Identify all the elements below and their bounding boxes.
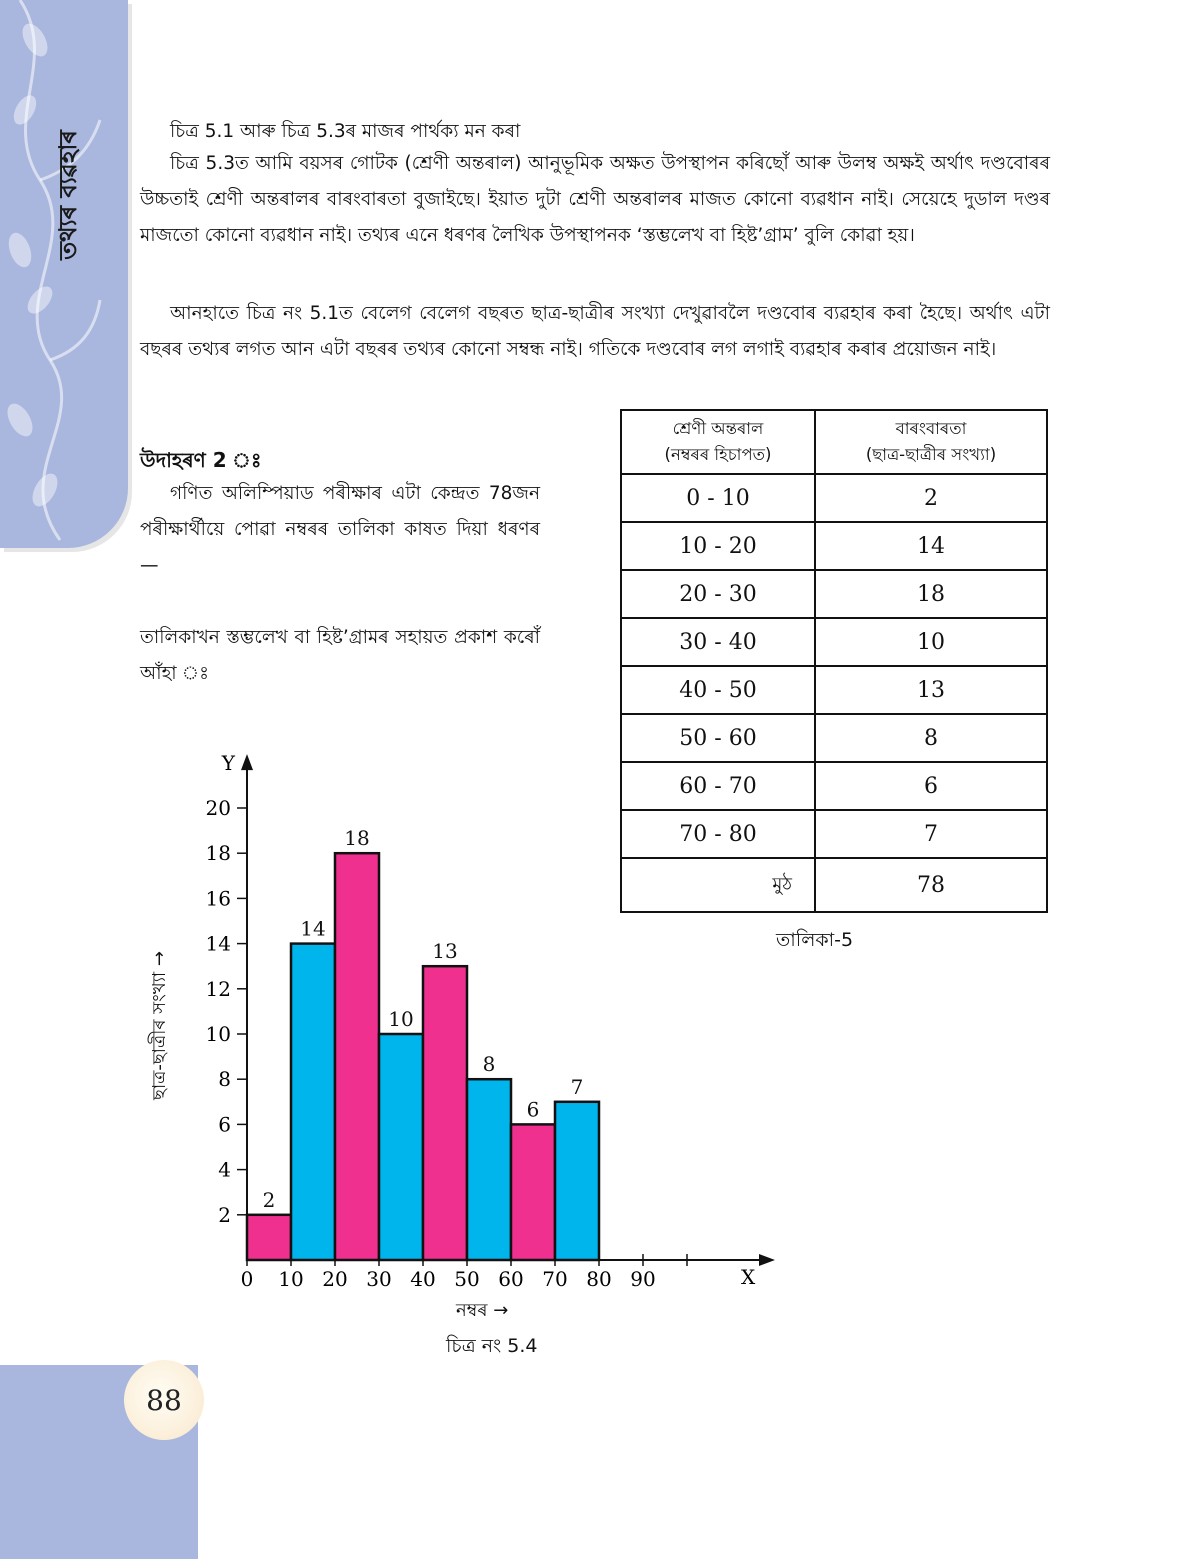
x-tick-label: 10 [278,1267,304,1291]
chapter-title [50,120,90,270]
example-text: গণিত অলিম্পিয়াড পৰীক্ষাৰ এটা কেন্দ্ৰত 78জন পৰীক্ষাৰ্থীয়ে পোৱা নম্বৰৰ তালিকা কাষত দিয়া ধৰণৰ — [140,483,540,576]
x-axis-letter: X [741,1265,756,1289]
bar-data-label: 18 [344,826,370,851]
bar-data-label: 8 [482,1052,496,1077]
paragraph-2: চিত্ৰ 5.3ত আমি বয়সৰ গোটক (শ্ৰেণী অন্তৰাল) আনুভূমিক অক্ষত উপস্থাপন কৰিছোঁ আৰু উলম্ব অক্ষই অৰ্থাৎ দণ্ডবোৰৰ উচ্চতাই শ্ৰেণী অন্তৰালৰ বাৰংবাৰতা বুজাইছে। ইয়াত দুটা শ্ৰেণী অন্তৰালৰ মাজত কোনো ব্যৱধান নাই। সেয়েহে দুডাল দণ্ডৰ মাজতো কোনো ব্যৱধান নাই। তথ্যৰ এনে ধৰণৰ লৈখিক উপস্থাপনক ‘স্তম্ভলেখ বা হিষ্ট’গ্ৰাম’ বুলি কোৱা হয়। [140,153,1050,246]
histogram-chart [130,750,780,1295]
paragraph-3: আনহাতে চিত্ৰ নং 5.1ত বেলেগ বেলেগ বছৰত ছাত্ৰ-ছাত্ৰীৰ সংখ্যা দেখুৱাবলৈ দণ্ডবোৰ ব্যৱহাৰ কৰা হৈছে। অৰ্থাৎ এটা বছৰৰ তথ্যৰ লগত আন এটা বছৰৰ তথ্যৰ কোনো সম্বন্ধ নাই। গতিকে দণ্ডবোৰ লগ লগাই ব্যৱহাৰ কৰাৰ প্ৰয়োজন নাই। [140,303,1050,360]
x-axis-title: নম্বৰ → [456,1300,509,1321]
table-header-frequency: বাৰংবাৰতা (ছাত্ৰ-ছাত্ৰীৰ সংখ্যা) [815,410,1047,474]
table-cell-interval: 10 - 20 [621,522,815,570]
table-row [621,570,1047,618]
y-tick-label: 10 [205,1022,231,1046]
x-tick-label: 30 [366,1267,392,1291]
example-text-2: তালিকাখন স্তম্ভলেখ বা হিষ্ট’গ্ৰামৰ সহায়ত প্ৰকাশ কৰোঁ আঁহা ঃ [140,627,540,684]
y-tick-label: 12 [205,976,231,1001]
y-tick-label: 8 [218,1067,231,1092]
bar-data-label: 10 [388,1007,414,1031]
x-tick-label: 50 [454,1267,480,1291]
y-tick-label: 18 [205,841,231,866]
table-cell-interval: 70 - 80 [621,810,815,858]
histogram-bar [335,853,379,1260]
table-cell-interval: 0 - 10 [621,474,815,522]
table-caption: তালিকা-5 [776,929,854,951]
paragraph-1: চিত্ৰ 5.1 আৰু চিত্ৰ 5.3ৰ মাজৰ পাৰ্থক্য মন কৰা [170,121,521,142]
x-tick-label: 60 [498,1267,524,1291]
table-header-interval: শ্ৰেণী অন্তৰাল (নম্বৰৰ হিচাপত) [621,410,815,474]
bar-data-label: 6 [526,1097,540,1122]
table-cell-frequency: 10 [815,618,1047,666]
bar-data-label: 7 [570,1074,584,1099]
page-number: 88 [124,1360,204,1440]
table-row [621,474,1047,522]
table-cell-frequency: 18 [815,570,1047,618]
table-cell-interval: 30 - 40 [621,618,815,666]
x-tick-label: 90 [630,1267,656,1291]
histogram-bar [247,1215,291,1260]
table-cell-frequency: 8 [815,714,1047,762]
y-tick-label: 4 [218,1157,231,1182]
histogram-bar [291,944,335,1260]
bar-data-label: 2 [262,1187,276,1212]
x-axis-arrow [759,1254,775,1266]
table-cell-interval: 20 - 30 [621,570,815,618]
table-cell-frequency: 14 [815,522,1047,570]
bar-data-label: 13 [432,939,458,964]
histogram-bar [511,1124,555,1260]
y-axis-title-text: ছাত্ৰ-ছাত্ৰীৰ সংখ্যা → [148,950,170,1100]
x-tick-label: 0 [240,1267,254,1291]
table-header-row [621,410,1047,474]
x-tick-label: 20 [322,1267,348,1291]
table-cell-frequency: 7 [815,810,1047,858]
y-axis-letter: Y [221,751,235,776]
floral-decoration [0,0,128,548]
table-row [621,618,1047,666]
x-tick-label: 80 [586,1267,612,1291]
table-cell-interval: 50 - 60 [621,714,815,762]
table-cell-interval: 60 - 70 [621,762,815,810]
y-axis-arrow [241,754,253,770]
figure-caption: চিত্ৰ নং 5.4 [446,1335,538,1357]
histogram-bar [379,1034,423,1260]
table-row [621,666,1047,714]
y-tick-label: 14 [205,931,231,956]
bar-data-label: 14 [300,916,326,941]
x-tick-label: 40 [410,1267,436,1291]
y-tick-label: 20 [205,796,231,820]
chapter-side-tab [0,0,128,548]
y-tick-label: 2 [218,1202,231,1227]
y-tick-label: 6 [218,1112,231,1137]
table-total-value: 78 [815,858,1047,912]
y-tick-label: 16 [205,886,231,911]
table-cell-interval: 40 - 50 [621,666,815,714]
table-cell-frequency: 6 [815,762,1047,810]
table-total-label: মুঠ [621,858,815,912]
table-cell-frequency: 13 [815,666,1047,714]
histogram-bar [467,1079,511,1260]
chapter-title-text: তথ্যৰ ব্যৱহাৰ [54,130,83,260]
x-tick-label: 70 [542,1267,568,1291]
example-heading: উদাহৰণ 2 ঃ [140,448,262,472]
histogram-bar [555,1102,599,1260]
histogram-bar [423,966,467,1260]
table-cell-frequency: 2 [815,474,1047,522]
table-row [621,522,1047,570]
